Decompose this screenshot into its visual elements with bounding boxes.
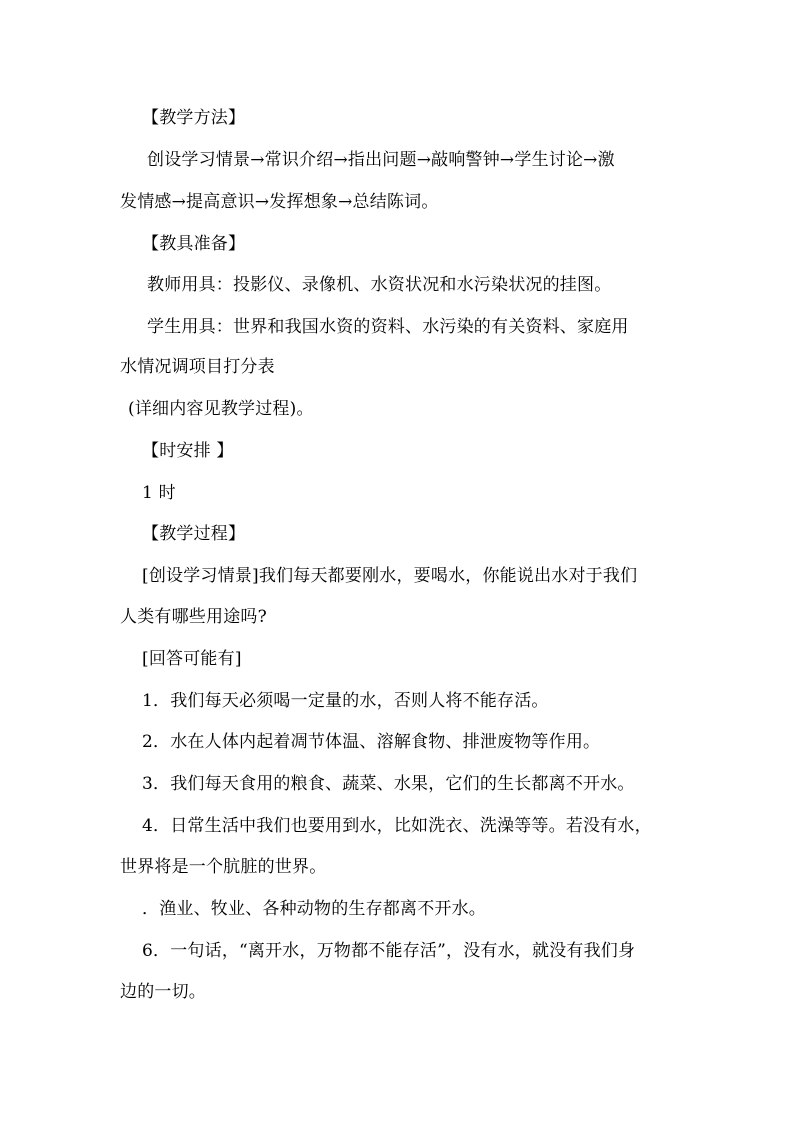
- answer-item-3: 3．我们每天食用的粮食、蔬菜、水果，它们的生长都离不开水。: [142, 774, 635, 794]
- heading-possible-answers: [回答可能有]: [142, 649, 242, 669]
- heading-teaching-method: 【教学方法】: [142, 108, 246, 128]
- paragraph-method-line-2: 发情感→提高意识→发挥想象→总结陈词。: [120, 192, 439, 212]
- answer-item-5: ．渔业、牧业、各种动物的生存都离不开水。: [142, 899, 486, 919]
- paragraph-student-aids-line-1: 学生用具：世界和我国水资的资料、水污染的有关资料、家庭用: [147, 317, 629, 337]
- heading-teaching-aids: 【教具准备】: [142, 234, 246, 254]
- paragraph-teacher-aids: 教师用具：投影仪、录像机、水资状况和水污染状况的挂图。: [147, 275, 612, 295]
- paragraph-details-note: (详细内容见教学过程)。: [128, 399, 314, 419]
- paragraph-time-value: 1 时: [142, 483, 176, 503]
- answer-item-6-line-2: 边的一切。: [120, 982, 206, 1002]
- answer-item-1: 1．我们每天必须喝一定量的水，否则人将不能存活。: [142, 691, 549, 711]
- answer-item-6-line-1: 6．一句话，“离开水，万物都不能存活”，没有水，就没有我们身: [142, 941, 636, 961]
- paragraph-method-line-1: 创设学习情景→常识介绍→指出问题→敲响警钟→学生讨论→激: [147, 150, 615, 170]
- answer-item-2: 2．水在人体内起着凋节体温、溶解食物、排泄废物等作用。: [142, 732, 601, 752]
- paragraph-scenario-line-1: [创设学习情景]我们每天都要刚水，要喝水，你能说出水对于我们: [142, 566, 638, 586]
- heading-teaching-process: 【教学过程】: [142, 524, 246, 544]
- answer-item-4-line-2: 世界将是一个肮脏的世界。: [120, 857, 327, 877]
- answer-item-4-line-1: 4．日常生活中我们也要用到水，比如洗衣、洗澡等等。若没有水，: [142, 816, 652, 836]
- heading-time-arrangement: 【时安排 】: [142, 441, 234, 461]
- paragraph-student-aids-line-2: 水情况调项目打分表: [120, 357, 275, 377]
- paragraph-scenario-line-2: 人类有哪些用途吗?: [120, 607, 267, 627]
